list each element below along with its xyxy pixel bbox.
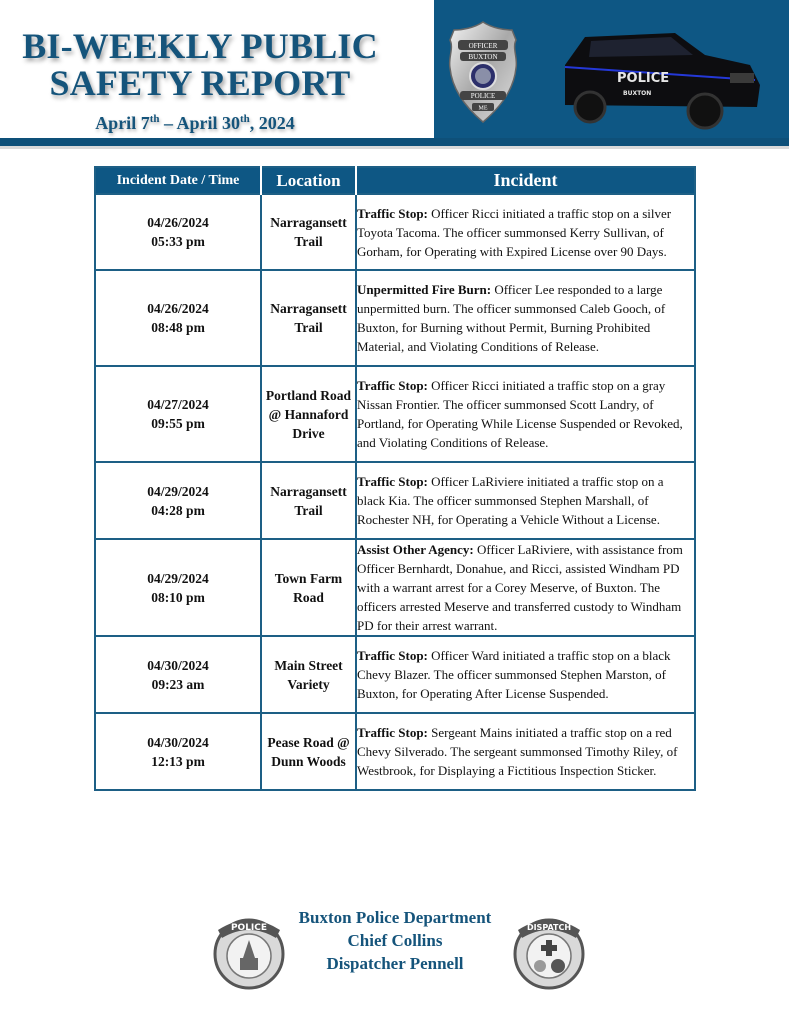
incident-time: 09:23 am: [151, 676, 205, 692]
incident-date: 04/30/2024: [147, 657, 209, 673]
incident-type: Assist Other Agency:: [357, 542, 474, 557]
vehicle-door-text: POLICE: [617, 71, 670, 86]
header-divider: [0, 138, 789, 146]
incident-cell: [356, 636, 695, 713]
badge-bottom-text: POLICE: [470, 92, 496, 100]
incident-description: Officer Ricci initiated a traffic stop on a gray Nissan Frontier. The officer summonsed Scott Landry, of Portland, for Operating While License Suspended or Revoked, and Violating Conditions of Release.: [357, 378, 683, 450]
header-shadow: [0, 146, 789, 149]
incident-type: Traffic Stop:: [357, 378, 428, 393]
table-header-row: [95, 167, 695, 194]
incident-time: 08:10 pm: [151, 589, 205, 605]
incident-cell: [356, 539, 695, 636]
date-range: April 7th – April 30th, 2024: [95, 113, 295, 133]
title-line-2: SAFETY REPORT: [49, 63, 351, 103]
incident-date: 04/29/2024: [147, 570, 209, 586]
table-row: [95, 270, 695, 366]
department-info: [280, 906, 510, 975]
table-row: [95, 636, 695, 713]
incident-description: Officer Ricci initiated a traffic stop on a silver Toyota Tacoma. The officer summonsed Kerry Sullivan, of Gorham, for Operating with Expired License over 90 Days.: [357, 205, 672, 259]
header-title-panel: [0, 0, 438, 138]
incident-cell: [356, 713, 695, 790]
title-line-1: BI-WEEKLY PUBLIC: [22, 26, 378, 66]
police-badge-icon: [444, 18, 522, 126]
incident-description: Officer LaRiviere, with assistance from Officer Bernhardt, Donahue, and Ricci, assisted Windham PD with a warrant arrest for a Corey Meserve, of Buxton. The officers arrested Meserve and transferred custody to Windham PD for their arrest warrant.: [357, 542, 683, 633]
badge-town-text: BUXTON: [468, 53, 498, 61]
dispatch-seal-icon: [510, 910, 588, 990]
incident-description: Sergeant Mains initiated a traffic stop on a red Chevy Silverado. The sergeant summonsed Timothy Riley, of Westbrook, for Displaying a Fictitious Inspection Sticker.: [357, 725, 678, 778]
incident-cell: [356, 462, 695, 539]
column-header-incident: Incident: [356, 167, 695, 194]
chief-name: Chief Collins: [347, 931, 443, 950]
incident-type: Traffic Stop:: [357, 474, 428, 489]
incident-time: 08:48 pm: [151, 320, 205, 335]
report-header: [0, 0, 789, 148]
incident-cell: [356, 270, 695, 366]
location-cell: Pease Road @ Dunn Woods: [261, 713, 356, 790]
incident-table: [94, 166, 696, 791]
badge-state-text: ME: [478, 105, 488, 112]
date-time-cell: [95, 713, 261, 790]
incident-type: Traffic Stop:: [357, 205, 428, 221]
report-footer: [0, 900, 789, 1000]
incident-type: Traffic Stop:: [357, 648, 428, 663]
police-seal-icon: [210, 910, 288, 990]
date-time-cell: [95, 270, 261, 366]
column-header-date-time: Incident Date / Time: [95, 167, 261, 194]
table-row: [95, 366, 695, 462]
incident-cell: [356, 366, 695, 462]
incident-date: 04/27/2024: [147, 397, 209, 412]
location-cell: Narragansett Trail: [261, 270, 356, 366]
incident-date: 04/30/2024: [147, 734, 209, 750]
incident-type: Unpermitted Fire Burn:: [357, 282, 492, 297]
date-time-cell: [95, 366, 261, 462]
table-row: [95, 713, 695, 790]
report-title: [0, 28, 400, 102]
incident-description: Officer Lee responded to a large unpermitted burn. The officer summonsed Caleb Gooch, of Buxton, for Burning without Permit, Burning Prohibited Material, and Violating Conditions of Release.: [357, 282, 666, 354]
date-time-cell: [95, 194, 261, 270]
department-name: Buxton Police Department: [298, 908, 492, 927]
incident-description: Officer Ward initiated a traffic stop on a black Chevy Blazer. The officer summonsed Stephen Marston, of Buxton, for Operating After License Suspended.: [357, 648, 671, 701]
incident-date: 04/26/2024: [147, 215, 209, 230]
vehicle-town-text: BUXTON: [623, 90, 652, 97]
date-time-cell: [95, 636, 261, 713]
location-cell: Town Farm Road: [261, 539, 356, 636]
dispatcher-name: Dispatcher Pennell: [326, 954, 464, 973]
police-vehicle-icon: [555, 25, 765, 135]
incident-time: 05:33 pm: [151, 234, 205, 249]
incident-date: 04/29/2024: [147, 483, 209, 499]
incident-cell: [356, 194, 695, 270]
incident-date: 04/26/2024: [147, 301, 209, 316]
incident-time: 04:28 pm: [151, 502, 205, 518]
table-row: [95, 194, 695, 270]
incident-time: 12:13 pm: [151, 753, 205, 769]
location-cell: Narragansett Trail: [261, 194, 356, 270]
column-header-location: Location: [261, 167, 356, 194]
police-seal-label: POLICE: [230, 923, 268, 933]
location-cell: Portland Road @ Hannaford Drive: [261, 366, 356, 462]
incident-time: 09:55 pm: [151, 416, 205, 431]
date-time-cell: [95, 462, 261, 539]
table-row: [95, 462, 695, 539]
table-row: [95, 539, 695, 636]
badge-top-text: OFFICER: [468, 42, 498, 50]
incident-description: Officer LaRiviere initiated a traffic stop on a black Kia. The officer summonsed Stephen Marshall, of Rochester NH, for Operating a Vehicle Without a License.: [357, 474, 664, 527]
location-cell: Main Street Variety: [261, 636, 356, 713]
date-time-cell: [95, 539, 261, 636]
incident-type: Traffic Stop:: [357, 725, 428, 740]
location-cell: Narragansett Trail: [261, 462, 356, 539]
dispatch-seal-label: DISPATCH: [526, 923, 572, 932]
